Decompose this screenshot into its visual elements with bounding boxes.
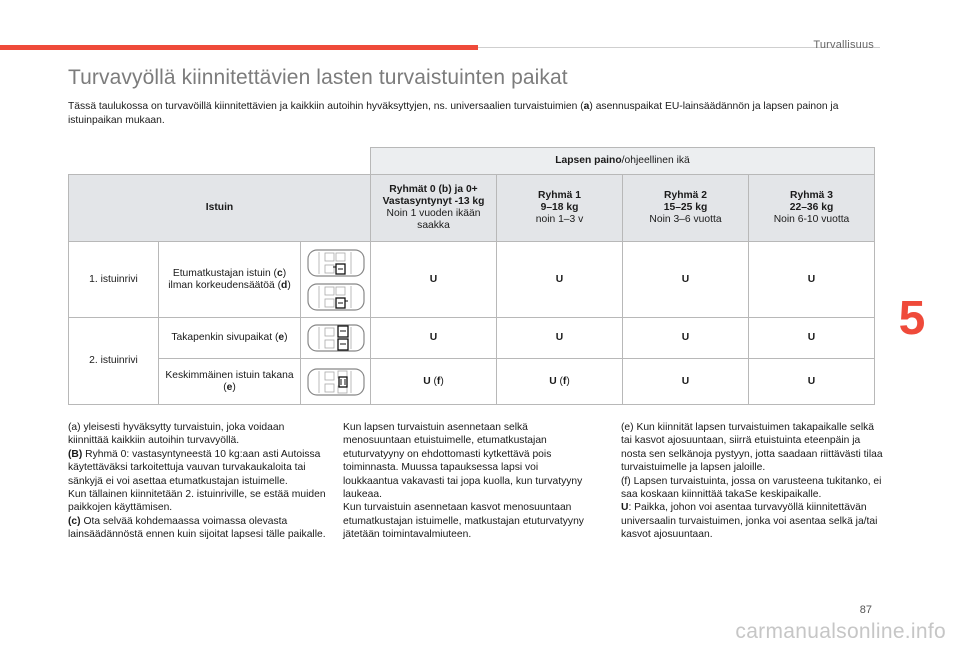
row-label-2: 2. istuinrivi [69,318,159,405]
watermark: carmanualsonline.info [735,620,946,643]
table-row [69,318,875,359]
cell-ref-f: f [436,375,441,387]
chapter-tab-number: 5 [898,292,926,345]
group-1-weight: 9–18 kg [540,202,579,213]
note-ref: (f [621,475,628,487]
cell-u: U [371,318,497,359]
seat-ref-d: d [281,279,288,291]
car-rear-middle-seat-icon [305,366,367,398]
seat-desc-rear-middle [159,359,301,405]
intro-ref-a: a [583,101,590,112]
cell-u: U [749,318,875,359]
cell-u: U [623,318,749,359]
note-text: yleisesti hyväksytty turvaistuin, joka voidaan kiinnittää kaikkiin autoihin turvavyöllä. [68,422,285,447]
note-ref: U [621,502,629,514]
car-icon-cell [301,318,371,359]
cell-u: U [749,242,875,318]
note-text: Lapsen turvaistuinta, jossa on varusteena tukitanko, ei saa koskaan kiinnittää takaSe keskipaikalle. [621,475,882,501]
cell-u: U [623,359,749,405]
seat-desc-text: ) ilman korkeudensäätöä ( [168,267,287,291]
page-title: Turvavyöllä kiinnitettävien lasten turvaistuinten paikat [68,66,568,89]
group-0-weight: Vastasyntynyt -13 kg [382,196,485,207]
group-header-2 [623,175,749,242]
group-0-title: Ryhmät 0 (b) ja 0+ [389,184,478,195]
header-accent-bar [0,45,478,50]
intro-text-2: ) asennuspaikat EU-lainsäädännön ja lapsen painon ja istuinpaikan mukaan. [68,101,839,126]
note-f [621,475,883,502]
note-text: Kun tällainen kiinnitetään 2. istuinriville, se estää muiden paikkojen käyttämisen. [68,489,326,514]
table-row [69,359,875,405]
cell-u-f: U (f) [371,359,497,405]
seat-ref-e: e [278,332,285,343]
page-number: 87 [859,604,872,616]
note-b [68,448,326,488]
car-icon-cell [301,242,371,318]
note-airbag-warning: Kun lapsen turvaistuin asennetaan selkä menosuuntaan etuistuimelle, etumatkustajan etuturvatyyny on ehdottomasti kytkettävä pois toiminnasta. Muussa tapauksessa lapsi voi loukkaantua vakavasti tai jopa kuolla, kun turvatyyny laukeaa. [343,422,583,501]
weight-header-rest: /ohjeellinen ikä [621,155,690,166]
group-2-age: Noin 3–6 vuotta [649,214,722,225]
cell-u-f: U (f) [497,359,623,405]
note-a [68,421,326,448]
section-title: Turvallisuus [813,39,874,51]
group-header-1 [497,175,623,242]
cell-u: U [371,242,497,318]
child-seat-table [68,147,875,405]
cell-u: U [749,359,875,405]
seat-desc-text: ) [287,279,291,291]
seat-desc-text: ) [232,381,236,393]
seat-desc-text: Etumatkustajan istuin ( [172,267,277,279]
seat-ref-c: c [277,267,283,279]
group-2-weight: 15–25 kg [663,202,708,213]
car-front-seat-forward-icon [305,281,367,313]
note-airbag-active: Kun turvaistuin asennetaan kasvot menosuuntaan etumatkustajan istuimelle, matkustajan etuturvatyyny jätetään toimintavalmiuteen. [343,502,584,541]
seat-desc-rear-side [159,318,301,359]
table-row [69,242,875,318]
note-ref-close: ) [630,422,634,433]
group-1-age: noin 1–3 v [535,214,584,225]
notes-column-3 [621,421,883,542]
cell-u: U [497,242,623,318]
note-ref: (c) [68,515,81,527]
note-ref: (B) [68,448,83,460]
seat-header-label: Istuin [205,202,234,213]
group-header-0 [371,175,497,242]
note-ref-close: ) [77,422,81,433]
seat-ref-e: e [226,381,233,393]
note-text: : Paikka, johon voi asentaa turvavyöllä kiinnitettävän universaalin turvaistuimen, jonka voi asentaa selkä ja/tai kasvot ajosuuntaan. [621,502,878,541]
cell-u: U [423,375,431,387]
seat-desc-front [159,242,301,318]
note-c [68,515,326,542]
group-3-weight: 22–36 kg [789,202,834,213]
group-1-title: Ryhmä 1 [538,190,581,201]
car-front-seat-rearward-icon [305,247,367,279]
header-blank [69,148,371,175]
intro-paragraph [68,100,868,128]
seat-desc-text: ) [284,332,288,343]
notes-column-2 [343,421,591,542]
weight-header-bold: Lapsen paino [555,155,622,166]
car-icon-cell [301,359,371,405]
car-rear-side-seats-icon [305,322,367,354]
group-2-title: Ryhmä 2 [664,190,707,201]
group-header-3 [749,175,875,242]
seat-desc-text: Takapenkin sivupaikat ( [171,332,279,343]
weight-header [371,148,875,175]
note-ref: (a [68,422,78,433]
note-ref: (e [621,422,631,433]
group-3-title: Ryhmä 3 [790,190,833,201]
cell-u: U [623,242,749,318]
note-e [621,421,883,475]
intro-text-1: Tässä taulukossa on turvavöillä kiinnitettävien ja kaikkiin autoihin hyväksyttyjen, ns. universaalien turvaistuimien ( [68,101,584,112]
cell-ref-f: f [562,375,567,387]
seat-header [69,175,371,242]
note-text: Kun kiinnität lapsen turvaistuimen takapaikalle selkä tai kasvot ajosuuntaan, siirrä etuistuinta eteenpäin ja nosta sen selkänoja pystyyn, jotta saadaan riittävästi tilaa turvaistuimelle ja lapsen jaloille. [621,422,883,474]
seat-desc-text: Keskimmäinen istuin takana ( [165,369,294,393]
note-text: Ryhmä 0: vastasyntyneestä 10 kg:aan asti Autoissa käytettäväksi tarkoitettuja vauvan turvakaukaloita tai sänkyjä ei voi asettaa etumatkustajan istuimelle. [68,448,321,487]
cell-u: U [497,318,623,359]
note-text: Ota selvää kohdemaassa voimassa olevasta lainsäädännöstä ennen kuin sijoitat lapsesi tälle paikalle. [68,515,326,541]
notes-column-1 [68,421,326,542]
row-label-1: 1. istuinrivi [69,242,159,318]
cell-u: U [549,375,557,387]
note-u [621,501,883,541]
group-0-age: Noin 1 vuoden ikään saakka [386,208,481,231]
group-3-age: Noin 6-10 vuotta [773,214,850,225]
note-ref-close: ) [627,475,631,487]
note-b-extra [68,488,326,515]
